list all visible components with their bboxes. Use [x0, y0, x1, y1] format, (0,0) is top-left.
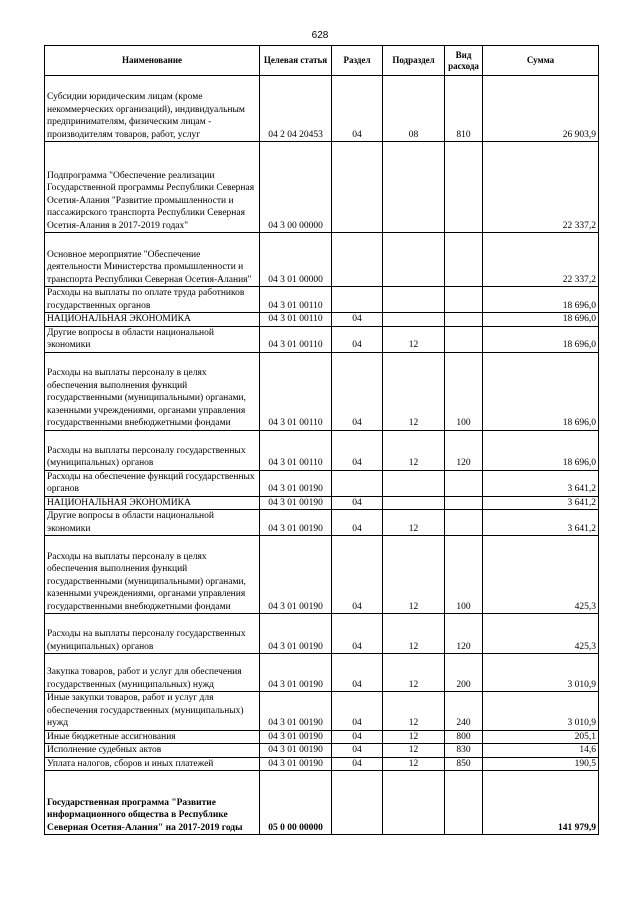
table-row	[45, 744, 599, 758]
table-row	[45, 692, 599, 731]
row-subsection-cell	[383, 142, 445, 233]
row-section-cell	[332, 470, 383, 496]
row-expense-type-cell: 100	[445, 352, 483, 430]
table-row	[45, 287, 599, 313]
row-amount-cell: 18 696,0	[483, 352, 599, 430]
row-amount-cell: 3 010,9	[483, 692, 599, 731]
table-row	[45, 614, 599, 654]
row-section-cell	[332, 233, 383, 287]
header-name: Наименование	[45, 46, 260, 76]
row-subsection-cell: 08	[383, 76, 445, 142]
row-amount-cell: 3 010,9	[483, 654, 599, 692]
row-name-cell: Расходы на обеспечение функций государственных органов	[45, 470, 260, 496]
table-row	[45, 233, 599, 287]
row-expense-type-cell	[445, 142, 483, 233]
row-amount-cell: 22 337,2	[483, 142, 599, 233]
table-row	[45, 142, 599, 233]
row-subsection-cell: 12	[383, 326, 445, 352]
row-subsection-cell: 12	[383, 757, 445, 771]
row-expense-type-cell	[445, 510, 483, 536]
row-expense-type-cell	[445, 326, 483, 352]
row-subsection-cell: 12	[383, 654, 445, 692]
row-name-cell: Расходы на выплаты персоналу в целях обеспечения выполнения функций государственными (муниципальными) органами, казенными учреждениями, органами управления государственными внебюджетными фондами	[45, 536, 260, 614]
row-target-article-cell: 04 3 01 00110	[260, 313, 332, 327]
table-row	[45, 757, 599, 771]
row-amount-cell: 205,1	[483, 730, 599, 744]
table-row	[45, 352, 599, 430]
table-row	[45, 326, 599, 352]
row-name-cell: Расходы на выплаты персоналу государственных (муниципальных) органов	[45, 614, 260, 654]
row-target-article-cell: 04 3 01 00190	[260, 536, 332, 614]
header-target-article: Целевая статья	[260, 46, 332, 76]
row-target-article-cell: 04 3 01 00000	[260, 233, 332, 287]
header-row	[45, 46, 599, 76]
row-section-cell	[332, 287, 383, 313]
header-amount: Сумма	[483, 46, 599, 76]
table-row	[45, 771, 599, 835]
row-section-cell: 04	[332, 757, 383, 771]
row-name-cell: Подпрограмма "Обеспечение реализации Государственной программы Республики Северная Осетия-Алания "Развитие промышленности и пассажирского транспорта Республики Северная Осетия-Алания в 2017-2019 годах"	[45, 142, 260, 233]
row-section-cell: 04	[332, 654, 383, 692]
row-section-cell: 04	[332, 744, 383, 758]
row-amount-cell: 425,3	[483, 614, 599, 654]
row-target-article-cell: 04 3 01 00110	[260, 326, 332, 352]
row-name-cell: Другие вопросы в области национальной экономики	[45, 510, 260, 536]
header-expense-type: Вид расхода	[445, 46, 483, 76]
row-section-cell	[332, 142, 383, 233]
row-subsection-cell	[383, 470, 445, 496]
row-target-article-cell: 04 3 01 00190	[260, 470, 332, 496]
row-target-article-cell: 04 3 01 00190	[260, 510, 332, 536]
row-section-cell: 04	[332, 352, 383, 430]
row-subsection-cell	[383, 233, 445, 287]
row-expense-type-cell	[445, 233, 483, 287]
row-expense-type-cell: 850	[445, 757, 483, 771]
row-expense-type-cell	[445, 496, 483, 510]
row-section-cell: 04	[332, 76, 383, 142]
row-expense-type-cell: 120	[445, 430, 483, 470]
row-target-article-cell: 04 3 01 00190	[260, 744, 332, 758]
row-amount-cell: 3 641,2	[483, 496, 599, 510]
row-target-article-cell: 04 3 01 00190	[260, 614, 332, 654]
row-amount-cell: 190,5	[483, 757, 599, 771]
row-amount-cell: 14,6	[483, 744, 599, 758]
row-expense-type-cell: 200	[445, 654, 483, 692]
row-name-cell: Уплата налогов, сборов и иных платежей	[45, 757, 260, 771]
row-expense-type-cell: 100	[445, 536, 483, 614]
row-amount-cell: 3 641,2	[483, 470, 599, 496]
row-name-cell: Исполнение судебных актов	[45, 744, 260, 758]
row-name-cell: НАЦИОНАЛЬНАЯ ЭКОНОМИКА	[45, 313, 260, 327]
table-row	[45, 536, 599, 614]
row-subsection-cell: 12	[383, 730, 445, 744]
row-name-cell: НАЦИОНАЛЬНАЯ ЭКОНОМИКА	[45, 496, 260, 510]
row-amount-cell: 18 696,0	[483, 287, 599, 313]
row-subsection-cell: 12	[383, 536, 445, 614]
row-subsection-cell	[383, 771, 445, 835]
row-expense-type-cell	[445, 771, 483, 835]
row-subsection-cell: 12	[383, 430, 445, 470]
row-section-cell	[332, 771, 383, 835]
row-subsection-cell: 12	[383, 744, 445, 758]
row-name-cell: Субсидии юридическим лицам (кроме некоммерческих организаций), индивидуальным предпринимателям, физическим лицам - производителям товаров, работ, услуг	[45, 76, 260, 142]
row-section-cell: 04	[332, 313, 383, 327]
table-row	[45, 76, 599, 142]
row-expense-type-cell: 120	[445, 614, 483, 654]
row-name-cell: Основное мероприятие "Обеспечение деятельности Министерства промышленности и транспорта Республики Северная Осетия-Алания"	[45, 233, 260, 287]
row-target-article-cell: 04 3 01 00190	[260, 757, 332, 771]
row-section-cell: 04	[332, 730, 383, 744]
row-section-cell: 04	[332, 430, 383, 470]
row-target-article-cell: 04 3 01 00110	[260, 430, 332, 470]
header-section: Раздел	[332, 46, 383, 76]
row-amount-cell: 18 696,0	[483, 430, 599, 470]
row-subsection-cell: 12	[383, 352, 445, 430]
row-amount-cell: 141 979,9	[483, 771, 599, 835]
table-row	[45, 654, 599, 692]
row-amount-cell: 18 696,0	[483, 313, 599, 327]
budget-table	[44, 45, 599, 835]
row-target-article-cell: 04 3 01 00190	[260, 692, 332, 731]
row-section-cell: 04	[332, 692, 383, 731]
row-target-article-cell: 04 3 01 00190	[260, 654, 332, 692]
row-subsection-cell: 12	[383, 510, 445, 536]
row-name-cell: Расходы на выплаты персоналу в целях обеспечения выполнения функций государственными (муниципальными) органами, казенными учреждениями, органами управления государственными внебюджетными фондами	[45, 352, 260, 430]
row-subsection-cell: 12	[383, 614, 445, 654]
row-expense-type-cell	[445, 470, 483, 496]
row-subsection-cell	[383, 313, 445, 327]
row-expense-type-cell: 810	[445, 76, 483, 142]
row-target-article-cell: 04 3 01 00110	[260, 352, 332, 430]
row-name-cell: Другие вопросы в области национальной экономики	[45, 326, 260, 352]
table-row	[45, 470, 599, 496]
row-amount-cell: 3 641,2	[483, 510, 599, 536]
row-section-cell: 04	[332, 536, 383, 614]
row-name-cell: Расходы на выплаты персоналу государственных (муниципальных) органов	[45, 430, 260, 470]
row-section-cell: 04	[332, 510, 383, 536]
row-amount-cell: 18 696,0	[483, 326, 599, 352]
table-body	[45, 76, 599, 835]
row-expense-type-cell: 240	[445, 692, 483, 731]
row-expense-type-cell: 800	[445, 730, 483, 744]
row-name-cell: Иные закупки товаров, работ и услуг для обеспечения государственных (муниципальных) нужд	[45, 692, 260, 731]
table-row	[45, 730, 599, 744]
row-section-cell: 04	[332, 496, 383, 510]
table-row	[45, 313, 599, 327]
row-target-article-cell: 04 3 01 00190	[260, 730, 332, 744]
row-target-article-cell: 04 2 04 20453	[260, 76, 332, 142]
row-amount-cell: 26 903,9	[483, 76, 599, 142]
row-amount-cell: 22 337,2	[483, 233, 599, 287]
row-subsection-cell	[383, 496, 445, 510]
row-target-article-cell: 04 3 01 00190	[260, 496, 332, 510]
row-section-cell: 04	[332, 614, 383, 654]
header-subsection: Подраздел	[383, 46, 445, 76]
row-subsection-cell	[383, 287, 445, 313]
row-name-cell: Расходы на выплаты по оплате труда работников государственных органов	[45, 287, 260, 313]
table-row	[45, 430, 599, 470]
row-subsection-cell: 12	[383, 692, 445, 731]
row-expense-type-cell	[445, 287, 483, 313]
row-target-article-cell: 04 3 01 00110	[260, 287, 332, 313]
row-target-article-cell: 05 0 00 00000	[260, 771, 332, 835]
table-row	[45, 496, 599, 510]
row-section-cell: 04	[332, 326, 383, 352]
row-name-cell: Закупка товаров, работ и услуг для обеспечения государственных (муниципальных) нужд	[45, 654, 260, 692]
table-row	[45, 510, 599, 536]
page-number: 628	[311, 30, 329, 41]
row-amount-cell: 425,3	[483, 536, 599, 614]
row-name-cell: Государственная программа "Развитие информационного общества в Республике Северная Осетия-Алания" на 2017-2019 годы	[45, 771, 260, 835]
row-expense-type-cell: 830	[445, 744, 483, 758]
row-expense-type-cell	[445, 313, 483, 327]
row-name-cell: Иные бюджетные ассигнования	[45, 730, 260, 744]
row-target-article-cell: 04 3 00 00000	[260, 142, 332, 233]
